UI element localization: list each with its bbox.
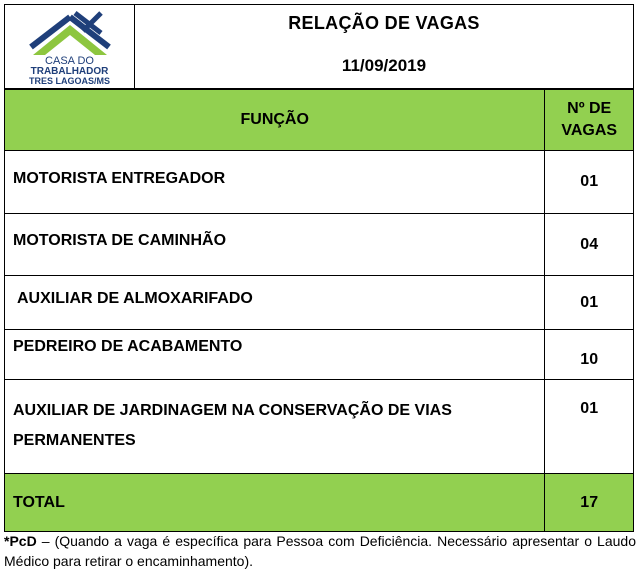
job-function [5, 380, 545, 474]
job-function: AUXILIAR DE ALMOXARIFADO [5, 276, 545, 330]
job-vacancies: 01 [545, 151, 634, 214]
logo-line1: CASA DO [45, 55, 94, 67]
job-function: MOTORISTA ENTREGADOR [5, 151, 545, 214]
job-function: PEDREIRO DE ACABAMENTO [5, 330, 545, 380]
column-header-vacancies-line2: VAGAS [561, 122, 618, 139]
footnote-label: *PcD [4, 533, 37, 549]
footnote [4, 531, 636, 571]
logo-line2: TRABALHADOR [30, 66, 109, 77]
table-row [5, 276, 634, 330]
table-row [5, 214, 634, 276]
job-vacancies: 01 [545, 276, 634, 330]
job-function-line1: AUXILIAR DE JARDINAGEM NA CONSERVAÇÃO DE VIAS [13, 402, 452, 419]
table-row [5, 330, 634, 380]
table-row [5, 380, 634, 474]
logo-line3: TRES LAGOAS/MS [28, 76, 110, 86]
table-row [5, 151, 634, 214]
job-listing-sheet [4, 4, 634, 532]
house-logo-icon [25, 11, 115, 57]
logo [5, 5, 135, 89]
total-value: 17 [545, 474, 634, 532]
total-label: TOTAL [5, 474, 545, 532]
job-function-line2: PERMANENTES [13, 432, 136, 449]
job-vacancies: 10 [545, 330, 634, 380]
job-vacancies: 01 [545, 380, 634, 474]
table-header-row [5, 90, 634, 151]
listing-date: 11/09/2019 [341, 56, 427, 75]
column-header-vacancies-line1: Nº DE [567, 100, 612, 117]
column-header-function: FUNÇÃO [5, 90, 545, 151]
footnote-text: – (Quando a vaga é específica para Pessoa com Deficiência. Necessário apresentar o Laudo Médico para retirar o encaminhamento). [4, 533, 636, 569]
header-table [4, 4, 634, 89]
job-function: MOTORISTA DE CAMINHÃO [5, 214, 545, 276]
job-vacancies: 04 [545, 214, 634, 276]
page-title: RELAÇÃO DE VAGAS [288, 13, 480, 33]
title-cell [135, 5, 634, 89]
total-row [5, 474, 634, 532]
column-header-vacancies [545, 90, 634, 151]
vacancies-table [4, 89, 634, 532]
